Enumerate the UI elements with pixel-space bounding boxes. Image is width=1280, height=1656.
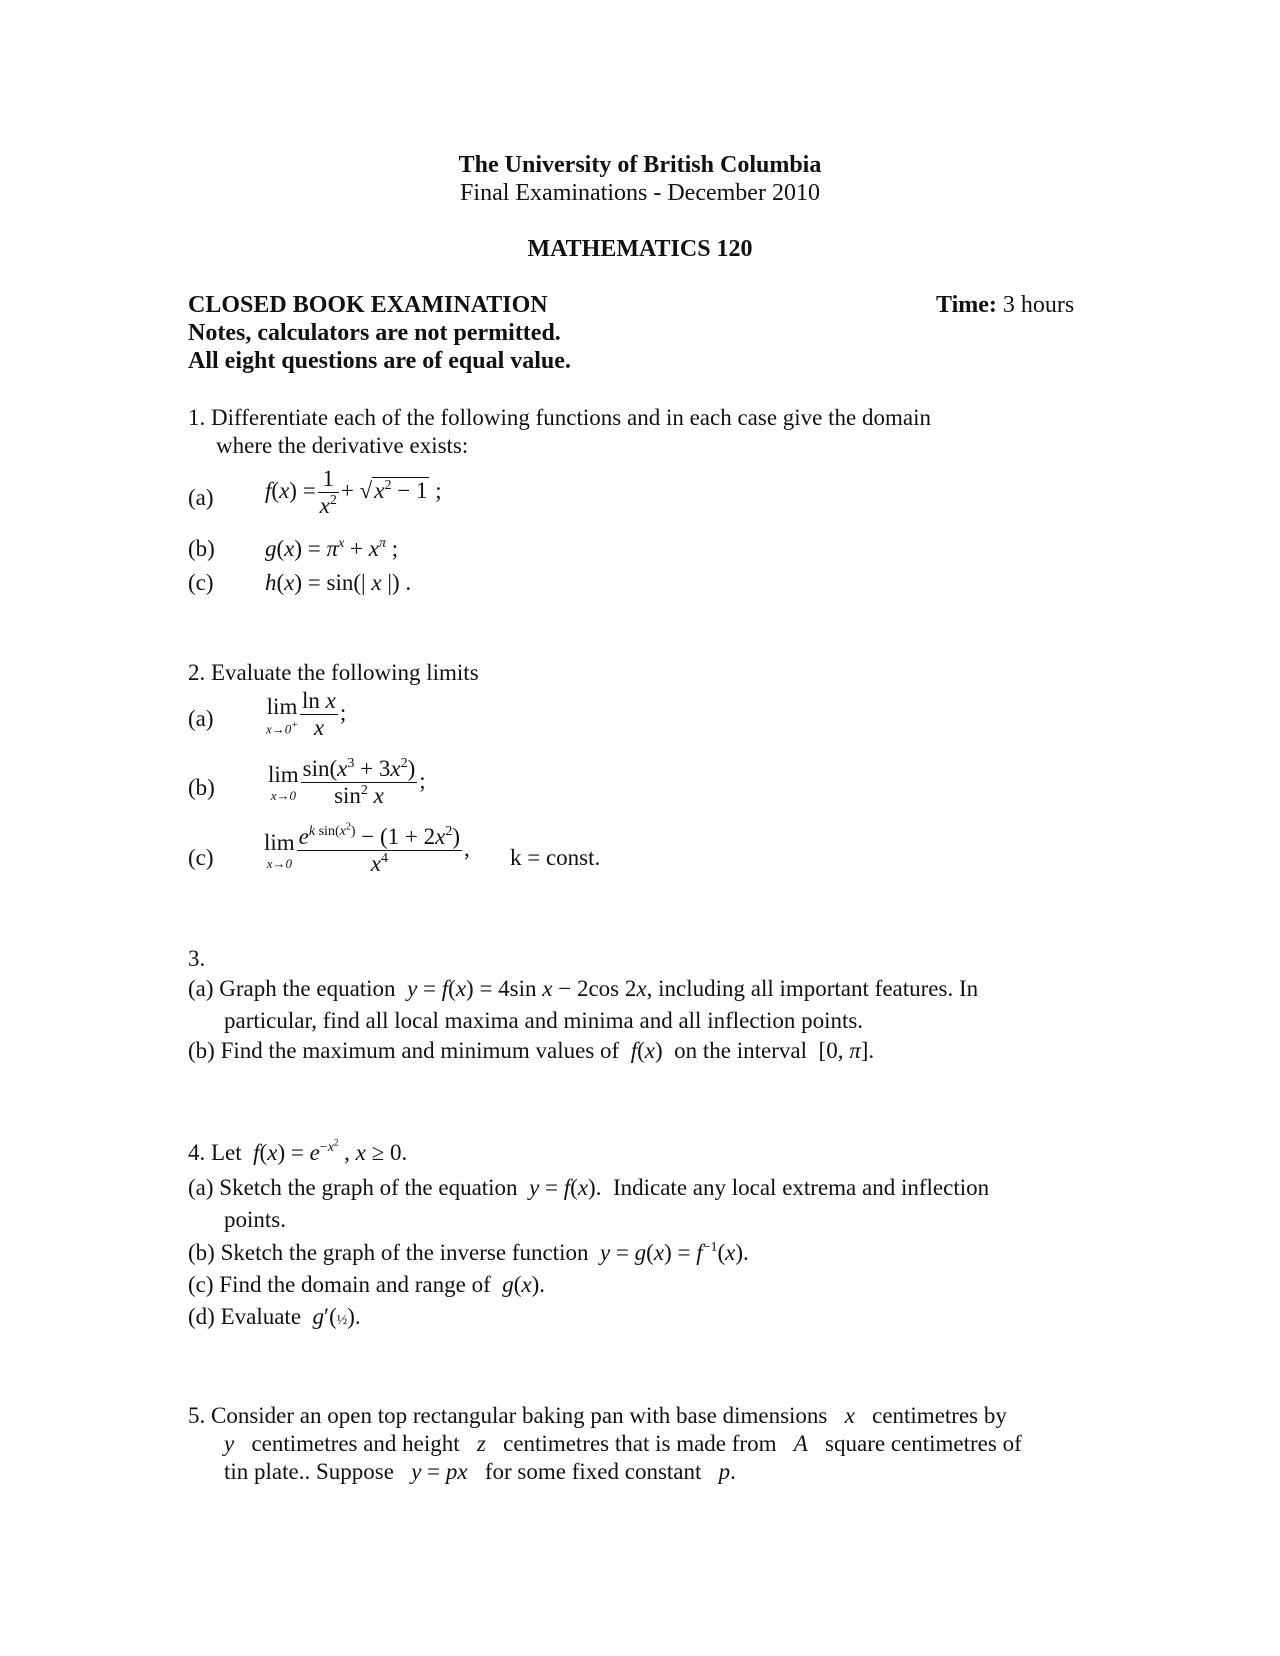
q3-a-formula: y = f(x) = 4sin x − 2cos 2x,	[407, 976, 653, 1001]
q5-line2-mid1: centimetres and height	[251, 1431, 460, 1456]
q2-a-formula: lim x→0+ $\frac{\text{ln x}}{x}$ ;	[266, 688, 347, 741]
q2-stem: 2. Evaluate the following limits	[188, 660, 479, 685]
q1-c-label: (c)	[188, 570, 214, 595]
q5-line2-mid2: centimetres that is made from	[503, 1431, 777, 1456]
closed-book-label: CLOSED BOOK EXAMINATION	[188, 292, 548, 318]
q5-line1: 5. Consider an open top rectangular baking pan with base dimensions x centimetres by	[188, 1403, 1007, 1428]
q4-stem-text: 4. Let	[188, 1140, 242, 1165]
q2-c-const: k = const.	[510, 845, 601, 870]
q4-a-text-start: Sketch the graph of the equation	[219, 1175, 518, 1200]
q4-c-formula: g(x).	[502, 1272, 546, 1297]
q4-b-formula: $y = g(x) = f^{-1}(x)$.	[599, 1240, 749, 1265]
q4-a-label: (a)	[188, 1175, 214, 1200]
q4-d-formula: g′(½).	[312, 1304, 361, 1329]
notes-rule: Notes, calculators are not permitted.	[188, 320, 561, 346]
q4-d-line	[188, 1304, 361, 1330]
q3-b-text-mid: on the interval	[674, 1038, 808, 1063]
time-value: 3 hours	[1002, 292, 1075, 318]
q4-b-text: Sketch the graph of the inverse function	[220, 1240, 589, 1265]
q1-stem-line1: 1. Differentiate each of the following functions and in each case give the domain	[188, 405, 931, 430]
q4-stem	[188, 1137, 408, 1166]
q4-b-label: (b)	[188, 1240, 215, 1265]
q3-a-line2: particular, find all local maxima and minima and all inflection points.	[224, 1008, 864, 1033]
q1-stem-line2: where the derivative exists:	[216, 433, 469, 458]
equal-value-rule: All eight questions are of equal value.	[188, 348, 571, 374]
q2-c-label: (c)	[188, 845, 214, 870]
q4-a-formula: y = f(x).	[529, 1175, 608, 1200]
q4-d-text: Evaluate	[220, 1304, 302, 1329]
q5-line1-start: 5. Consider an open top rectangular baking pan with base dimensions	[188, 1403, 828, 1428]
q5-line3-start: tin plate.. Suppose	[224, 1459, 394, 1484]
time-limit	[936, 292, 1074, 319]
exam-session: Final Examinations - December 2010	[460, 180, 820, 206]
q3-a-label: (a)	[188, 976, 214, 1001]
q3-a-text-start: Graph the equation	[219, 976, 396, 1001]
q5-line2: y centimetres and height z centimetres that is made from A square centimetres of	[224, 1431, 1022, 1456]
q1-b-label: (b)	[188, 536, 215, 561]
q2-b-formula: lim x→0 $\frac{\sin(x^3 + 3x^2)}{\sin^2 x}$ ;	[268, 756, 426, 809]
q4-c-label: (c)	[188, 1272, 214, 1297]
q4-a-line2: points.	[224, 1207, 286, 1232]
q5-line3-end: for some fixed constant	[484, 1459, 702, 1484]
university-title: The University of British Columbia	[458, 152, 822, 178]
q5-line1-end: centimetres by	[872, 1403, 1007, 1428]
q3-b-interval: [0, π].	[812, 1038, 875, 1063]
q3-a-text-end: including all important features. In	[658, 976, 979, 1001]
q1-c-formula: h(x) = sin(| x |) .	[265, 570, 412, 595]
q5-line2-end: square centimetres of	[825, 1431, 1022, 1456]
q4-b-line	[188, 1240, 749, 1266]
q1-a-formula: f(x) = $\frac{1}{x^2}$ + $√x^2 - 1$ ;	[265, 466, 442, 519]
q4-d-label: (d)	[188, 1304, 215, 1329]
q5-line3: tin plate.. Suppose y = px for some fixed constant p.	[224, 1459, 736, 1484]
q3-number: 3.	[188, 946, 206, 971]
q2-b-label: (b)	[188, 775, 215, 800]
q4-c-line	[188, 1272, 545, 1298]
time-label: Time:	[936, 292, 997, 318]
q4-function-def: $f(x) = e^{-x^2}$ , x ≥ 0.	[253, 1137, 408, 1165]
q3-a-line1	[188, 976, 978, 1002]
course-title: MATHEMATICS 120	[527, 236, 753, 262]
q3-b-label: (b)	[188, 1038, 215, 1063]
q3-b-line	[188, 1038, 874, 1064]
q2-c-formula: lim x→0 $\frac{e^{k sin(x^2)} - (1 + 2x^2)}{x^4}$ ,	[264, 821, 470, 877]
q2-a-label: (a)	[188, 706, 214, 731]
q4-a-text-end: Indicate any local extrema and inflection	[612, 1175, 990, 1200]
q1-b-formula: $g(x) = \pi^x + x^\pi$ ;	[265, 536, 399, 561]
q4-c-text: Find the domain and range of	[219, 1272, 491, 1297]
q3-b-function: f(x)	[630, 1038, 669, 1063]
q3-b-text: Find the maximum and minimum values of	[220, 1038, 620, 1063]
q1-a-label: (a)	[188, 485, 214, 510]
q4-a-line1	[188, 1175, 989, 1201]
